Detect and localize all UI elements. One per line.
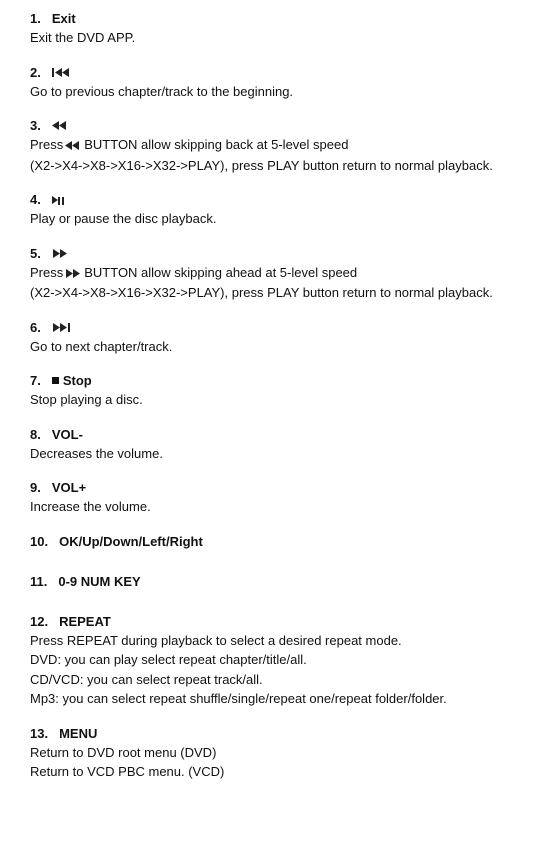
item-description-line-2: (X2->X4->X8->X16->X32->PLAY), press PLAY button return to normal playback.	[30, 157, 493, 173]
item-number: 2.	[30, 64, 41, 80]
next-track-icon	[52, 323, 70, 332]
item-title: 0-9 NUM KEY	[58, 573, 141, 589]
item-number: 9.	[30, 480, 41, 495]
item-description-line-2: Return to VCD PBC menu. (VCD)	[30, 764, 225, 779]
item-title: OK/Up/Down/Left/Right	[59, 533, 203, 549]
item-number: 6.	[30, 319, 41, 335]
item-number: 5.	[30, 245, 41, 261]
list-item-stop	[30, 371, 530, 410]
item-title: MENU	[59, 725, 98, 741]
list-item-vol-up	[30, 478, 530, 517]
list-item-fast-reverse	[30, 116, 530, 175]
item-description-line-1: Press BUTTON allow skipping ahead at 5-level speed	[30, 263, 530, 284]
item-description-line-1: Press BUTTON allow skipping back at 5-level speed	[30, 135, 530, 156]
item-description-line-1: Return to DVD root menu (DVD)	[30, 744, 217, 760]
item-number: 11.	[30, 573, 48, 589]
list-item-fast-forward	[30, 244, 530, 303]
item-number: 7.	[30, 373, 41, 388]
play-pause-icon	[52, 195, 66, 205]
item-description: Stop playing a disc.	[30, 392, 143, 407]
item-description-line-3: CD/VCD: you can select repeat track/all.	[30, 671, 263, 687]
item-title: Exit	[51, 11, 76, 26]
list-item-next	[30, 318, 530, 357]
item-description-line-1: Press REPEAT during playback to select a desired repeat mode.	[30, 632, 402, 648]
item-description: Exit the DVD APP.	[30, 30, 136, 45]
list-item-previous	[30, 63, 530, 102]
item-title: VOL+	[51, 480, 87, 495]
item-description-line-2: DVD: you can play select repeat chapter/title/all.	[30, 652, 307, 667]
item-number: 4.	[30, 192, 41, 207]
list-item-exit	[30, 9, 530, 48]
fast-reverse-icon	[65, 136, 80, 156]
item-description: Increase the volume.	[30, 499, 151, 514]
fast-forward-icon	[65, 264, 80, 284]
item-number: 3.	[30, 118, 41, 133]
item-description-line-2: (X2->X4->X8->X16->X32->PLAY), press PLAY button return to normal playback.	[30, 285, 493, 300]
list-item-vol-down	[30, 425, 530, 464]
fast-forward-icon	[52, 249, 67, 258]
previous-track-icon	[52, 68, 70, 77]
item-description-line-4: Mp3: you can select repeat shuffle/single/repeat one/repeat folder/folder.	[30, 691, 447, 706]
stop-icon	[52, 377, 59, 384]
item-number: 12.	[30, 613, 49, 629]
item-description: Decreases the volume.	[30, 445, 163, 461]
item-number: 13.	[30, 725, 49, 741]
item-description: Go to next chapter/track.	[30, 338, 173, 354]
list-item-menu	[30, 724, 530, 782]
item-title: REPEAT	[59, 613, 111, 629]
item-description: Go to previous chapter/track to the beginning.	[30, 83, 294, 99]
list-item-play-pause	[30, 190, 530, 229]
item-title: Stop	[62, 373, 92, 388]
list-item-repeat	[30, 612, 530, 709]
item-description: Play or pause the disc playback.	[30, 211, 217, 226]
instruction-list	[30, 9, 530, 797]
item-title: VOL-	[51, 426, 83, 442]
list-item-num-key	[30, 572, 530, 591]
fast-reverse-icon	[52, 121, 67, 130]
item-number: 1.	[30, 11, 41, 26]
item-number: 10.	[30, 533, 49, 549]
list-item-navigation	[30, 532, 530, 551]
item-number: 8.	[30, 426, 41, 442]
